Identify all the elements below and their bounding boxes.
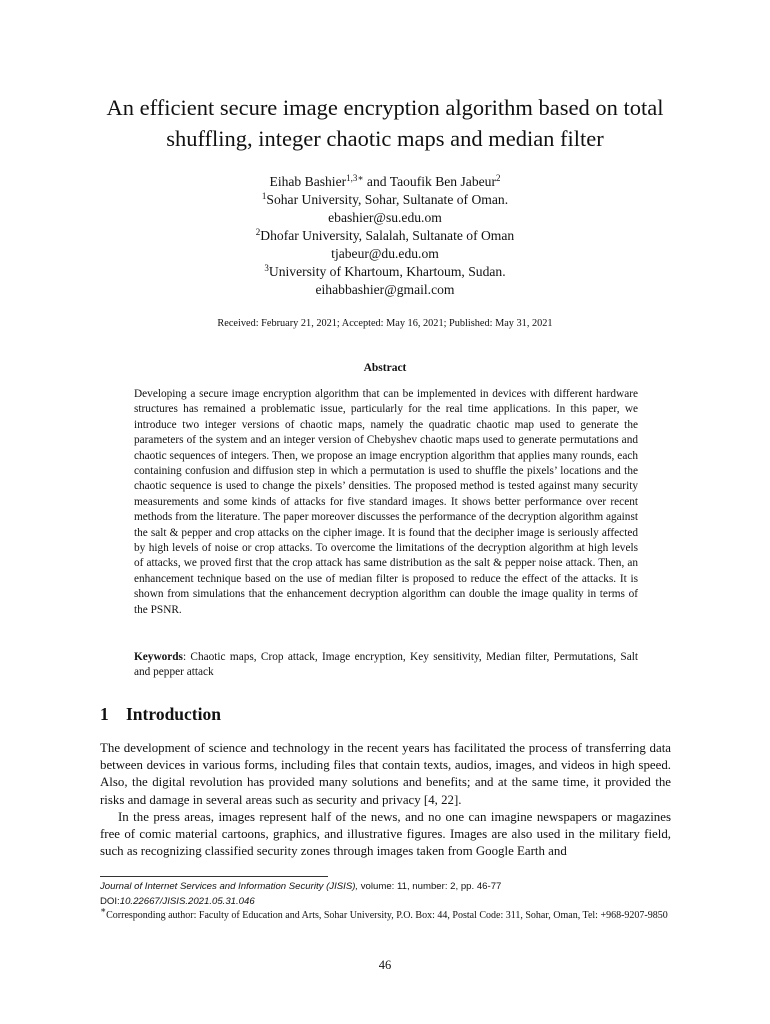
author-1-affiliation-mark: 1,3∗ bbox=[346, 173, 364, 183]
abstract-text: Developing a secure image encryption algorithm that can be implemented in devices with different hardware structures has remained a problematic issue, particularly for the real time applications. In this paper, we introduce two integer versions of chaotic maps, namely the quadratic chaotic map used to generate the parameters of the system and an integer version of Chebyshev chaotic maps used to generate permutations and chaotic sequences of integers. Then, we propose an image encryption algorithm that applies many rounds, each containing confusion and diffusion step in which a permutation is used to shuffle the pixels’ locations and the chaotic sequence is used to change the pixels’ densities. The proposed method is tested against many security measurements and some kinds of attacks for five standard images. It shows better performance over recent methods from the literature. The paper moreover discusses the performance of the decryption algorithm against the salt & pepper and crop attacks on the cipher image. It is found that the decipher image is seriously affected by high levels of noise or crop attacks. To overcome the limitations of the decryption algorithm at high levels of attacks, we proved first that the crop attack has same distribution as the salt & pepper noise attack. Then, an enhancement technique based on the use of median filter is proposed to reduce the effect of the attacks. It is shown from simulations that the enhancement decryption algorithm can double the image quality in terms of the PSNR. bbox=[134, 388, 638, 616]
body-paragraph-2: In the press areas, images represent half of the news, and no one can imagine newspapers or magazines free of comic material cartoons, graphics, and illustrative figures. Images are also used in the military field, such as recognizing classified security zones through images taken from Google Earth and bbox=[100, 809, 671, 859]
corresponding-author-text: Corresponding author: Faculty of Education and Arts, Sohar University, P.O. Box: 44, Postal Code: 311, Sohar, Oman, Tel: +968-9207-9850 bbox=[106, 910, 668, 921]
affiliation-1-mark: 1 bbox=[261, 191, 267, 201]
affiliation-3 bbox=[120, 263, 650, 281]
journal-details: volume: 11, number: 2, pp. 46-77 bbox=[358, 881, 502, 892]
author-1-name: Eihab Bashier bbox=[269, 174, 347, 189]
affiliation-2-mark: 2 bbox=[255, 227, 261, 237]
publication-dates: Received: February 21, 2021; Accepted: May 16, 2021; Published: May 31, 2021 bbox=[217, 318, 553, 329]
affiliation-3-text: University of Khartoum, Khartoum, Sudan. bbox=[268, 264, 506, 279]
author-2-affiliation-mark: 2 bbox=[495, 173, 501, 183]
affiliation-3-email: eihabbashier@gmail.com bbox=[315, 282, 455, 297]
title-line-2: shuffling, integer chaotic maps and median filter bbox=[166, 126, 604, 151]
title-line-1: An efficient secure image encryption algorithm based on total bbox=[106, 95, 664, 120]
footnotes bbox=[100, 880, 671, 924]
body-paragraph-1: The development of science and technology in the recent years has facilitated the process of transferring data between devices in various forms, including files that contain texts, audios, images, and videos in high speed. Also, the digital revolution has provided many solutions and benefits; and at the same time, it provided the risks and damage in several areas such as security and privacy [4, 22]. bbox=[100, 741, 671, 807]
abstract-heading: Abstract bbox=[363, 362, 407, 374]
section-body bbox=[100, 740, 671, 860]
affiliation-1-email: ebashier@su.edu.om bbox=[328, 210, 442, 225]
section-number: 1 bbox=[100, 704, 109, 724]
journal-citation bbox=[100, 880, 671, 895]
journal-name: Journal of Internet Services and Information Security (JISIS), bbox=[100, 881, 359, 892]
doi-line bbox=[100, 895, 671, 910]
corresponding-author-note bbox=[100, 905, 671, 924]
section-title: Introduction bbox=[126, 704, 221, 724]
affiliation-3-mark: 3 bbox=[264, 263, 269, 273]
author-block bbox=[120, 173, 650, 299]
keywords bbox=[134, 650, 638, 681]
author-conjunction: and bbox=[363, 174, 390, 189]
keywords-label: Keywords bbox=[134, 651, 183, 663]
page-number: 46 bbox=[378, 958, 392, 972]
keywords-list: : Chaotic maps, Crop attack, Image encryption, Key sensitivity, Median filter, Permutations, Salt and pepper attack bbox=[134, 651, 638, 679]
author-line bbox=[120, 173, 650, 191]
affiliation-1 bbox=[120, 191, 650, 209]
paper-title bbox=[60, 92, 710, 154]
corresponding-author-mark: ∗ bbox=[100, 905, 107, 915]
doi-link[interactable]: 10.22667/JISIS.2021.05.31.046 bbox=[119, 895, 255, 907]
affiliation-2-text: Dhofar University, Salalah, Sultanate of Oman bbox=[260, 228, 515, 243]
doi-label: DOI: bbox=[100, 895, 120, 907]
section-heading bbox=[100, 704, 221, 725]
affiliation-1-text: Sohar University, Sohar, Sultanate of Oman. bbox=[266, 192, 509, 207]
affiliation-2-email: tjabeur@du.edu.om bbox=[331, 246, 439, 261]
footnote-divider bbox=[100, 876, 328, 877]
author-2-name: Taoufik Ben Jabeur bbox=[389, 174, 496, 189]
affiliation-2 bbox=[120, 227, 650, 245]
